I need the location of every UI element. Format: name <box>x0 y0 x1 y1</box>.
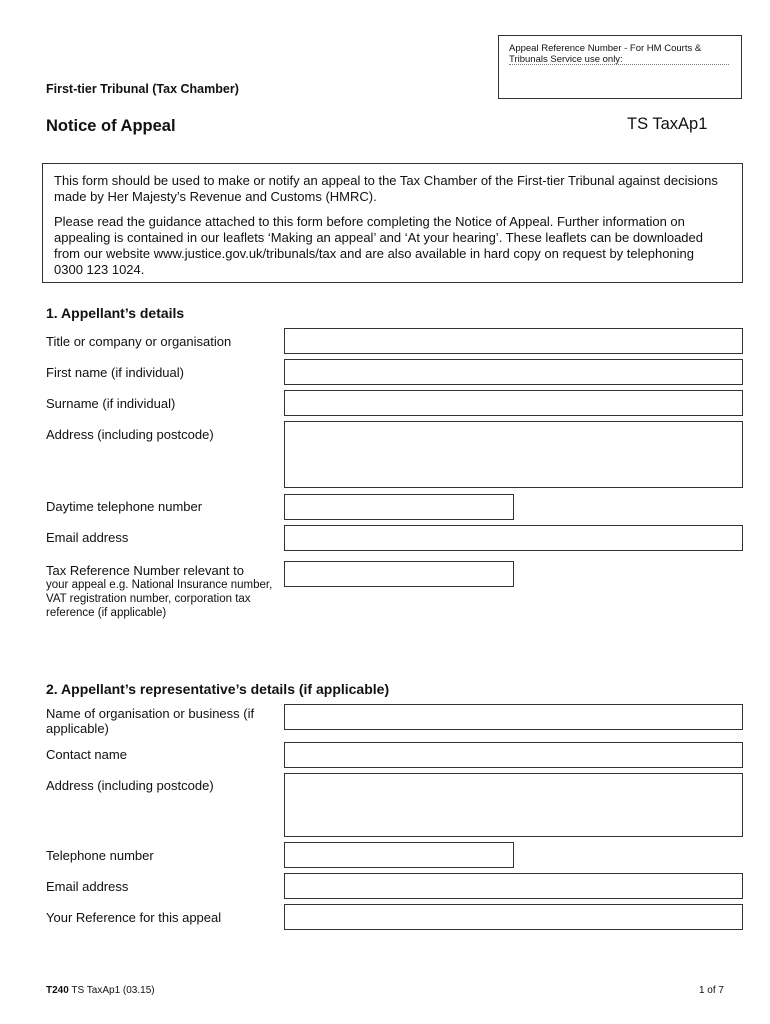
rep-contact-input[interactable] <box>284 742 743 768</box>
tax-reference-label-line2: your appeal e.g. National Insurance number, VAT registration number, corporation tax reference (if applicable) <box>46 579 273 619</box>
appellant-surname-label: Surname (if individual) <box>46 396 176 411</box>
intro-box <box>42 163 743 283</box>
appellant-address-label: Address (including postcode) <box>46 427 214 442</box>
appellant-title-label: Title or company or organisation <box>46 334 232 349</box>
rep-contact-label: Contact name <box>46 747 127 762</box>
footer-page-number: 1 of 7 <box>698 985 724 996</box>
page-title: Notice of Appeal <box>46 117 176 135</box>
footer-form-id <box>46 985 155 996</box>
appellant-email-input[interactable] <box>284 525 743 551</box>
rep-reference-label: Your Reference for this appeal <box>46 910 222 925</box>
section-2-heading: 2. Appellant’s representative’s details (if applicable) <box>46 681 390 697</box>
form-code: TS TaxAp1 <box>627 115 708 133</box>
appellant-phone-label: Daytime telephone number <box>46 499 203 514</box>
appellant-title-input[interactable] <box>284 328 743 354</box>
rep-email-label: Email address <box>46 879 129 894</box>
appellant-surname-input[interactable] <box>284 390 743 416</box>
reference-number-label: Appeal Reference Number - For HM Courts & Tribunals Service use only: <box>509 43 702 65</box>
appellant-phone-input[interactable] <box>284 494 514 520</box>
appellant-address-input[interactable] <box>284 421 743 488</box>
intro-paragraph-1: This form should be used to make or notify an appeal to the Tax Chamber of the First-tier Tribunal against decisions made by Her Majesty’s Revenue and Customs (HMRC). <box>54 173 718 204</box>
rep-organisation-label: Name of organisation or business (if applicable) <box>46 706 255 736</box>
tax-reference-input[interactable] <box>284 561 514 587</box>
rep-phone-input[interactable] <box>284 842 514 868</box>
section-1-heading: 1. Appellant’s details <box>46 305 185 321</box>
rep-address-label: Address (including postcode) <box>46 778 214 793</box>
appellant-first-name-label: First name (if individual) <box>46 365 184 380</box>
rep-email-input[interactable] <box>284 873 743 899</box>
rep-organisation-input[interactable] <box>284 704 743 730</box>
footer-form-number: T240 <box>46 985 69 996</box>
rep-reference-input[interactable] <box>284 904 743 930</box>
rep-phone-label: Telephone number <box>46 848 154 863</box>
tribunal-name: First-tier Tribunal (Tax Chamber) <box>46 82 239 96</box>
intro-paragraph-2: Please read the guidance attached to this form before completing the Notice of Appeal. Further information on appealing is contained in our leaflets ‘Making an appeal’ and ‘At your hearing’. These leaflets can be downloaded from our website www.justice.gov.uk/tribunals/tax and are also available in hard copy on request by telephoning 0300 123 1024. <box>54 214 703 277</box>
appellant-email-label: Email address <box>46 530 129 545</box>
appellant-first-name-input[interactable] <box>284 359 743 385</box>
reference-number-box[interactable] <box>498 35 742 99</box>
footer-form-version: TS TaxAp1 (03.15) <box>71 985 155 996</box>
rep-address-input[interactable] <box>284 773 743 837</box>
tax-reference-label-line1: Tax Reference Number relevant to <box>46 563 244 578</box>
reference-dotted-line <box>509 64 729 65</box>
